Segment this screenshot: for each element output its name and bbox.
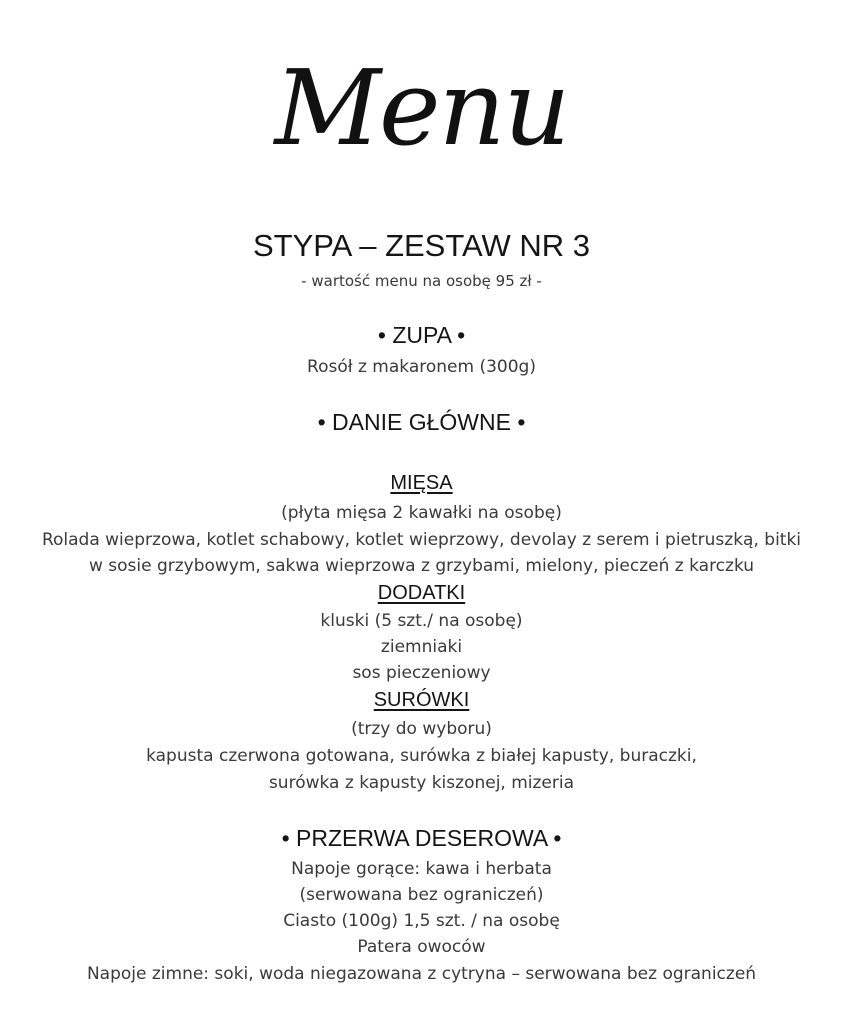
price-note: - wartość menu na osobę 95 zł - bbox=[301, 272, 542, 290]
main-course-heading: • DANIE GŁÓWNE • bbox=[317, 409, 526, 435]
meats-note: (płyta mięsa 2 kawałki na osobę) bbox=[281, 503, 562, 523]
soup-item: Rosół z makaronem (300g) bbox=[307, 357, 536, 377]
dessert-line-1: Napoje gorące: kawa i herbata bbox=[291, 859, 552, 879]
sides-heading: DODATKI bbox=[377, 582, 466, 604]
salads-line-2: surówka z kapusty kiszonej, mizeria bbox=[268, 773, 575, 793]
dessert-line-4: Patera owoców bbox=[357, 937, 486, 957]
meats-line-1: Rolada wieprzowa, kotlet schabowy, kotlet wieprzowy, devolay z serem i pietruszką, bitki bbox=[41, 530, 802, 550]
dessert-heading: • PRZERWA DESEROWA • bbox=[281, 825, 562, 851]
menu-title: Menu bbox=[274, 47, 569, 169]
set-title: STYPA – ZESTAW NR 3 bbox=[252, 228, 591, 263]
dessert-line-3: Ciasto (100g) 1,5 szt. / na osobę bbox=[283, 911, 560, 931]
meats-heading: MIĘSA bbox=[390, 472, 453, 494]
sides-line-1: kluski (5 szt./ na osobę) bbox=[320, 611, 523, 631]
salads-line-1: kapusta czerwona gotowana, surówka z białej kapusty, buraczki, bbox=[146, 746, 697, 766]
dessert-line-2: (serwowana bez ograniczeń) bbox=[299, 885, 544, 905]
sides-line-2: ziemniaki bbox=[380, 637, 463, 657]
dessert-line-5: Napoje zimne: soki, woda niegazowana z cytryna – serwowana bez ograniczeń bbox=[86, 964, 757, 984]
sides-line-3: sos pieczeniowy bbox=[352, 663, 491, 683]
soup-heading: • ZUPA • bbox=[377, 322, 466, 348]
salads-note: (trzy do wyboru) bbox=[351, 719, 492, 739]
salads-heading: SURÓWKI bbox=[373, 689, 470, 711]
meats-line-2: w sosie grzybowym, sakwa wieprzowa z grzybami, mielony, pieczeń z karczku bbox=[88, 556, 755, 576]
